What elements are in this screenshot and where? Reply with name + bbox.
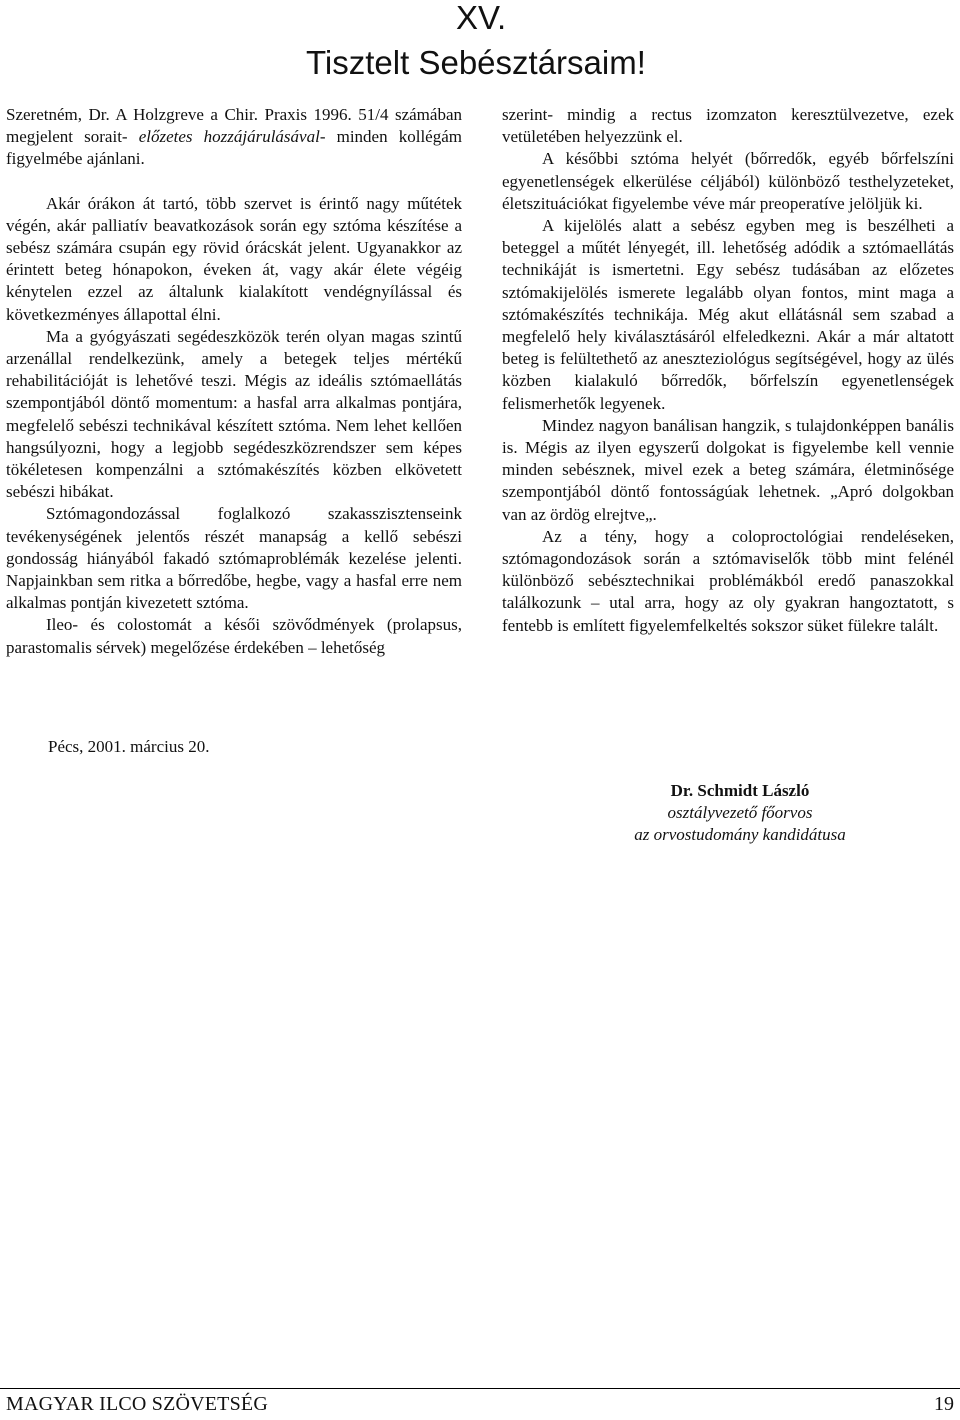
intro-emphasis: előzetes hozzájárulásával (138, 127, 320, 147)
paragraph-4: Sztómagondozással foglalkozó szakasszisztenseink tevékenységének jelentős részét manapság a kellő sebészi gondosság hiányából fakadó sztómaproblémák kezelése jelenti. Napjainkban sem ritka a bőrredőbe, hegbe, vagy a hasfal erre nem alkalmas pontján kivezetett sztóma. (6, 504, 462, 613)
paragraph-r4: Mindez nagyon banálisan hangzik, s tulajdonképpen banális is. Mégis az ilyen egyszerű dolgokat is figyelembe kell vennie minden sebésznek, mivel ezek a beteg számára, életminősége szempontjából döntő fontosságúak lehetnek. „Apró dolgokban van az ördög elrejtve„. (502, 415, 954, 524)
place-date: Pécs, 2001. március 20. (48, 737, 210, 756)
paragraph-r5: Az a tény, hogy a coloproctológiai rendeléseken, sztómagondozások során a sztómaviselők több mint felénél különböző sebésztechnikai problémákból eredő panaszokkal találkozunk – utal arra, hogy az oly gyakran hangoztatott, s fentebb is említett figyelemfelkeltés sokszor süket fülekre talált. (502, 526, 954, 635)
paragraph-2: Akár órákon át tartó, több szervet is érintő nagy műtétek végén, akár palliatív beavatkozások során egy sztóma készítése a sebész számára csupán egy rövid órácskát jelent. Ugyanakkor az érintett beteg hónapokon, éveken át, vagy akár élete végéig kénytelen ezzel az általunk kialakított vendégnyílással és következményes állapottal élni. (6, 193, 462, 324)
paragraph-r1: szerint- mindig a rectus izomzaton keresztülvezetve, ezek vetületében helyezzünk el. (502, 105, 954, 147)
paragraph-r3: A kijelölés alatt a sebész egyben meg is beszélheti a beteggel a műtét lényegét, ill. lehetőség adódik a sztómaellátás technikáját is ismertetni. Egy sebész tudásában az előzetes sztómakijelölés ismerete legalább olyan fontos, mint maga a sztómakészítés technikája. Még akut ellátásnál sem szabad a megfelelő hely kiválasztásáról elfeledkezni. Akár a már altatott beteg is felültethető az aneszteziológus segítségével, hogy az ülés közben kialakuló bőrredők, bőrfelszín egyenetlenségek felismerhetők legyenek. (502, 216, 954, 413)
footer-page-number: 19 (934, 1393, 954, 1415)
author-title: az orvostudomány kandidátusa (634, 825, 846, 844)
author-role: osztályvezető főorvos (667, 803, 813, 822)
paragraph-5: Ileo- és colostomát a késői szövődmények (prolapsus, parastomalis sérvek) megelőzése érdekében – lehetőség (6, 615, 462, 657)
left-column (6, 104, 462, 659)
paragraph-r2: A későbbi sztóma helyét (bőrredők, egyéb bőrfelszíni egyenetlenségek elkerülése céljából) különböző testhelyzeteket, életszituációkat figyelembe véve már preoperatíve jelöljük ki. (502, 149, 954, 213)
right-column (502, 104, 954, 637)
page-footer (0, 1388, 960, 1420)
signature-block (590, 780, 890, 846)
page-title: Tisztelt Sebésztársaim! (306, 44, 646, 81)
paragraph-3: Ma a gyógyászati segédeszközök terén olyan magas szintű arzenállal rendelkezünk, amely a betegek teljes mértékű rehabilitációját is lehetővé teszi. Mégis az ideális sztómaellátás szempontjából döntő momentum: a hasfal arra alkalmas pontjára, megfelelő sebészi technikával készített sztóma. Nem lehet kellően hangsúlyozni, hogy a legjobb segédeszközrendszer sem képes tökéletesen kompenzálni a sztómakészítés közben elkövetett sebészi hibákat. (6, 326, 462, 502)
intro-text-a: Szeretném, Dr. A Holzgreve a Chir. Praxis 1996. 51/4 számában megjelent sorait- (6, 105, 462, 147)
section-number: XV. (456, 0, 507, 36)
footer-organization: MAGYAR ILCO SZÖVETSÉG (6, 1393, 268, 1415)
intro-text-b: - minden kollégám figyelmébe ajánlani. (6, 127, 462, 169)
paragraph-intro (6, 104, 462, 171)
author-name: Dr. Schmidt László (670, 781, 810, 800)
